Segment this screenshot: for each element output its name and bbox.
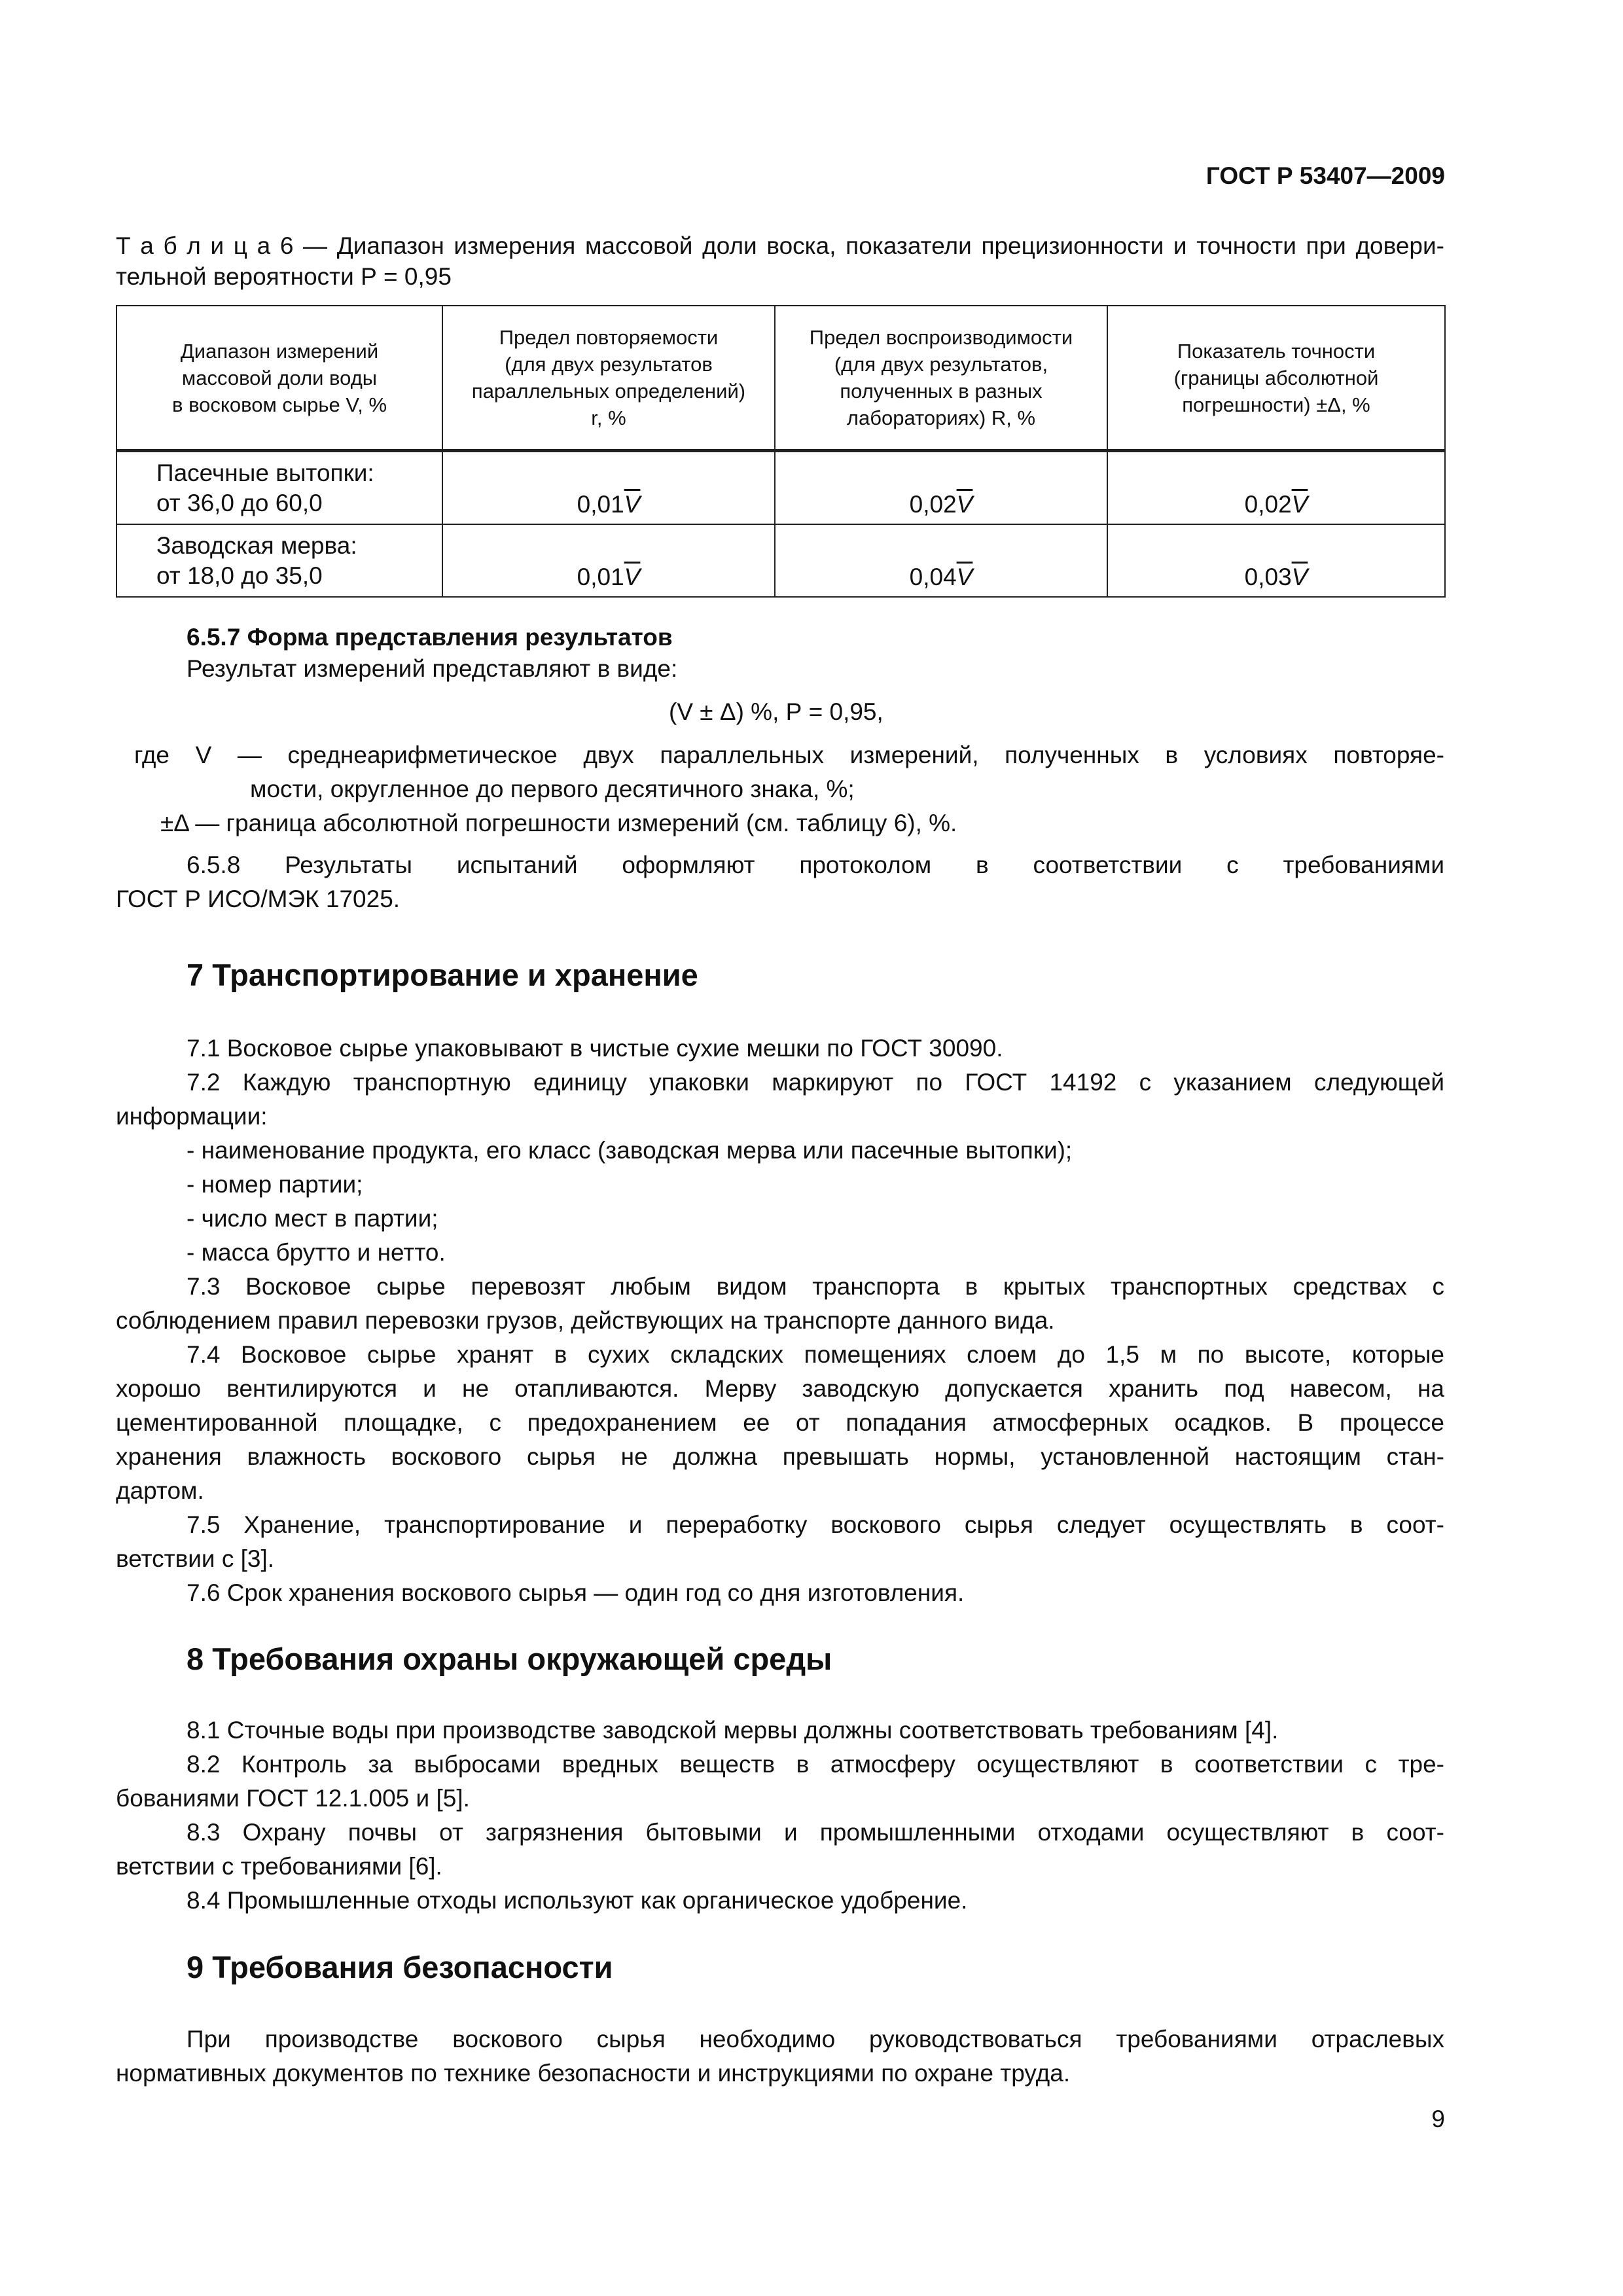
section-7-title: 7 Транспортирование и хранение: [187, 958, 698, 992]
range-value: от 18,0 до 35,0: [156, 562, 323, 589]
cell-delta: [1107, 451, 1445, 525]
v-symbol: $\overline{V}$: [624, 491, 641, 518]
header-line: (границы абсолютной: [1173, 366, 1379, 389]
para-7-4-cont: дартом.: [116, 1477, 204, 1504]
header-line: Показатель точности: [1177, 339, 1376, 363]
para-9-cont: нормативных документов по технике безопасности и инструкциями по охране труда.: [116, 2060, 1071, 2087]
header-line: Диапазон измерений: [180, 339, 379, 363]
header-line: Предел повторяемости: [499, 326, 719, 349]
range-label: Пасечные вытопки:: [156, 459, 374, 486]
value: 0,02: [909, 491, 957, 518]
cell-r: [442, 451, 775, 525]
document-code: ГОСТ Р 53407—2009: [1205, 162, 1445, 189]
para-7-2-cont: информации:: [116, 1103, 268, 1130]
where-delta-definition: ±Δ — граница абсолютной погрешности измерений (см. таблицу 6), %.: [160, 810, 957, 836]
list-item: - число мест в партии;: [187, 1205, 438, 1232]
para-8-3: 8.3 Охрану почвы от загрязнения бытовыми и промышленными отходами осуществляют в соот-: [187, 1819, 1444, 1846]
header-line: (для двух результатов,: [834, 353, 1048, 376]
table-6: [116, 305, 1446, 598]
col-header-reproducibility: [775, 306, 1107, 451]
cell-r: [442, 524, 775, 597]
cell-R: [775, 524, 1107, 597]
para-7-3-cont: соблюдением правил перевозки грузов, действующих на транспорте данного вида.: [116, 1307, 1055, 1334]
para-8-1: 8.1 Сточные воды при производстве заводской мервы должны соответствовать требованиям [4].: [187, 1717, 1279, 1744]
list-item: - наименование продукта, его класс (заводская мерва или пасечные вытопки);: [187, 1137, 1073, 1164]
para-7-4-cont: хранения влажность воскового сырья не должна превышать нормы, установленной настоящим стан-: [116, 1443, 1444, 1470]
table-caption-cont: тельной вероятности Р = 0,95: [116, 263, 452, 290]
section-6-5-7-title: 6.5.7 Форма представления результатов: [187, 624, 673, 651]
col-header-range: [116, 306, 442, 451]
para-7-5: 7.5 Хранение, транспортирование и переработку воскового сырья следует осуществлять в соот-: [187, 1511, 1444, 1538]
para-8-2-cont: бованиями ГОСТ 12.1.005 и [5].: [116, 1785, 470, 1812]
para-9: При производстве воскового сырья необходимо руководствоваться требованиями отраслевых: [187, 2026, 1444, 2053]
para-7-6: 7.6 Срок хранения воскового сырья — один год со дня изготовления.: [187, 1579, 965, 1606]
section-6-5-8: 6.5.8 Результаты испытаний оформляют протоколом в соответствии с требованиями: [187, 852, 1444, 878]
col-header-repeatability: [442, 306, 775, 451]
value: 0,03: [1244, 564, 1292, 590]
table-row: [116, 451, 1445, 525]
para-7-3: 7.3 Восковое сырье перевозят любым видом транспорта в крытых транспортных средствах с: [187, 1273, 1444, 1300]
header-line: (для двух результатов: [505, 353, 713, 376]
cell-delta: [1107, 524, 1445, 597]
where-v-definition: где V — среднеарифметическое двух параллельных измерений, полученных в условиях повторяе-: [134, 742, 1444, 768]
header-line: массовой доли воды: [181, 366, 378, 389]
v-symbol: $\overline{V}$: [1291, 564, 1308, 590]
value: 0,02: [1244, 491, 1292, 518]
range-label: Заводская мерва:: [156, 531, 357, 559]
section-6-5-8-cont: ГОСТ Р ИСО/МЭК 17025.: [116, 886, 401, 912]
header-line: в восковом сырье V, %: [171, 393, 387, 416]
v-symbol: $\overline{V}$: [624, 564, 641, 590]
para-7-4: 7.4 Восковое сырье хранят в сухих складских помещениях слоем до 1,5 м по высоте, которые: [187, 1341, 1444, 1368]
header-line: полученных в разных: [840, 380, 1043, 403]
list-item: - масса брутто и нетто.: [187, 1239, 446, 1266]
where-v-definition-cont: мости, округленное до первого десятичного знака, %;: [250, 776, 855, 802]
para-7-5-cont: ветствии с [3].: [116, 1545, 275, 1572]
para-7-4-cont: цементированной площадке, с предохранением ее от попадания атмосферных осадков. В процессе: [116, 1409, 1444, 1436]
para-8-3-cont: ветствии с требованиями [6].: [116, 1853, 442, 1880]
section-6-5-7-intro: Результат измерений представляют в виде:: [187, 655, 678, 682]
v-symbol: $\overline{V}$: [956, 491, 973, 518]
range-value: от 36,0 до 60,0: [156, 489, 323, 516]
para-7-4-cont: хорошо вентилируются и не отапливаются. Мерву заводскую допускается хранить под навесом, на: [116, 1375, 1444, 1402]
col-header-accuracy: [1107, 306, 1445, 451]
v-symbol: $\overline{V}$: [1291, 491, 1308, 518]
header-line: r, %: [591, 406, 626, 429]
value: 0,04: [909, 564, 957, 590]
list-item: - номер партии;: [187, 1171, 363, 1198]
para-7-2: 7.2 Каждую транспортную единицу упаковки маркируют по ГОСТ 14192 с указанием следующей: [187, 1069, 1444, 1096]
para-8-4: 8.4 Промышленные отходы используют как органическое удобрение.: [187, 1887, 968, 1914]
row-range: [116, 524, 442, 597]
v-symbol: $\overline{V}$: [956, 564, 973, 590]
value: 0,01: [577, 491, 624, 518]
page-number: 9: [1431, 2106, 1445, 2132]
section-9-title: 9 Требования безопасности: [187, 1950, 613, 1984]
table-row: [116, 524, 1445, 597]
section-8-title: 8 Требования охраны окружающей среды: [187, 1641, 832, 1676]
header-line: Предел воспроизводимости: [809, 326, 1073, 349]
result-formula: (V ± Δ) %, Р = 0,95,: [669, 698, 883, 725]
para-7-1: 7.1 Восковое сырье упаковывают в чистые сухие мешки по ГОСТ 30090.: [187, 1035, 1003, 1062]
row-range: [116, 451, 442, 525]
header-line: погрешности) ±Δ, %: [1182, 393, 1370, 416]
header-line: параллельных определений): [471, 380, 746, 403]
cell-R: [775, 451, 1107, 525]
header-line: лабораториях) R, %: [846, 406, 1036, 429]
table-caption: Т а б л и ц а 6 — Диапазон измерения массовой доли воска, показатели прецизионности и точности при довери-: [116, 232, 1444, 259]
para-8-2: 8.2 Контроль за выбросами вредных веществ в атмосферу осуществляют в соответствии с тре-: [187, 1751, 1444, 1778]
value: 0,01: [577, 564, 624, 590]
